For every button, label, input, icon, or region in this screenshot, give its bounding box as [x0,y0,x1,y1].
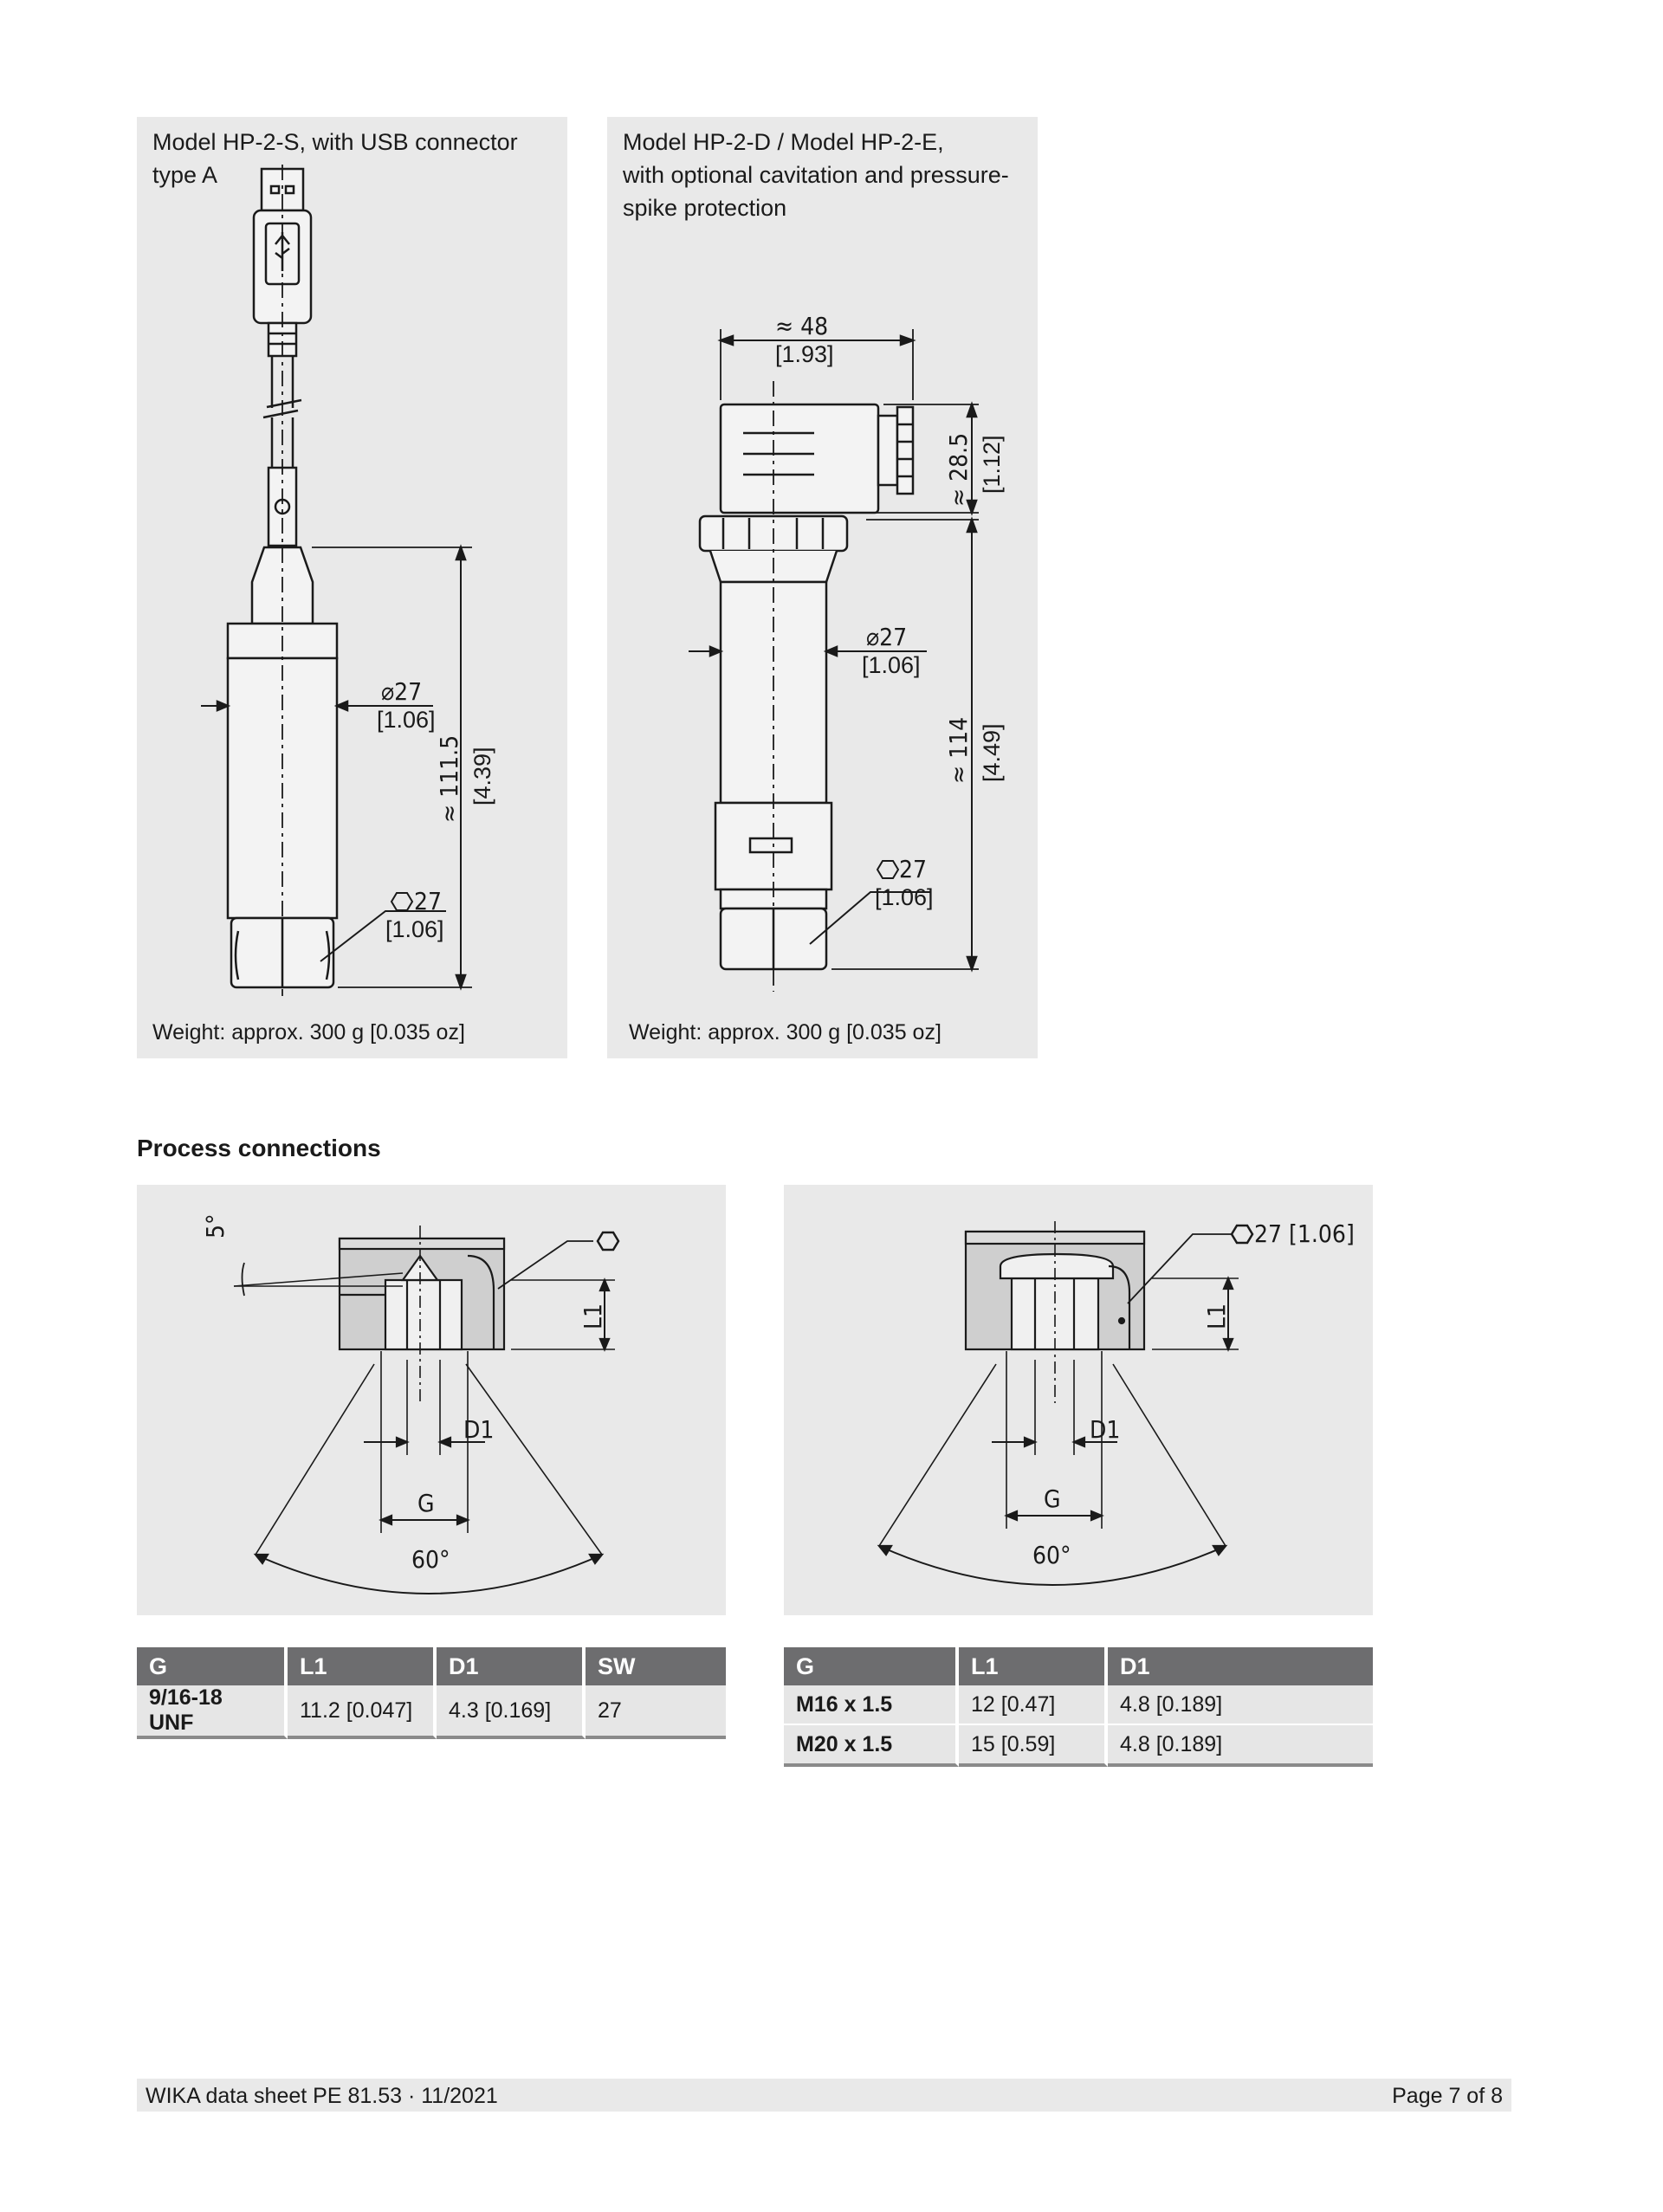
process-left-angle: 60° [411,1545,450,1574]
footer-page-number: Page 7 of 8 [1392,2084,1503,2108]
cell-g: 9/16-18 UNF [137,1685,288,1739]
process-left-g: G [417,1489,435,1517]
table-row [137,1685,726,1739]
cell-sw: 27 [586,1685,726,1739]
process-right-angle: 60° [1032,1541,1071,1569]
cell-l1: 15 [0.59] [959,1725,1108,1767]
hex-icon [1232,1226,1252,1243]
hp2d-plug-mm: ≈ 28.5 [944,432,973,507]
hp2s-dia-in: [1.06] [377,707,436,733]
process-left-angle-small: 5° [201,1213,230,1239]
hex-icon [598,1232,618,1250]
left-fitting [340,1239,504,1349]
cell-l1: 11.2 [0.047] [288,1685,437,1739]
process-left-l1: L1 [579,1303,607,1329]
cell-g: M20 x 1.5 [784,1725,959,1767]
hp2s-dia-mm: ⌀27 [381,677,423,706]
hp2d-caption-line1: Model HP-2-D / Model HP-2-E, [623,129,944,155]
hp2d-plug-in: [1.12] [979,435,1005,494]
cell-d1: 4.8 [0.189] [1108,1725,1373,1767]
col-header-l1: L1 [288,1647,437,1685]
cell-l1: 12 [0.47] [959,1685,1108,1725]
hp2d-width-mm: ≈ 48 [775,312,829,340]
hp2d-dia-in: [1.06] [862,652,921,678]
cell-d1: 4.8 [0.189] [1108,1685,1373,1725]
process-right-hex-label: 27 [1.06] [1254,1219,1355,1248]
table-header-row [784,1647,1373,1685]
section-title: Process connections [137,1135,381,1161]
process-left-d1: D1 [463,1415,495,1444]
hp2d-caption-line2: with optional cavitation and pressure- [623,162,1009,188]
hp2d-dia-mm: ⌀27 [866,623,908,651]
col-header-g: G [784,1647,959,1685]
hp2s-hex-in: [1.06] [385,916,444,942]
hp2d-hex-mm: 27 [899,855,928,883]
process-table-right [784,1647,1373,1767]
hp2s-weight: Weight: approx. 300 g [0.035 oz] [152,1020,465,1045]
table-row [784,1725,1373,1767]
process-right-g: G [1044,1484,1061,1513]
hp2d-weight: Weight: approx. 300 g [0.035 oz] [629,1020,942,1045]
hp2d-caption-line3: spike protection [623,195,787,221]
col-header-d1: D1 [437,1647,586,1685]
hp2d-len-mm: ≈ 114 [944,716,973,784]
col-header-sw: SW [586,1647,726,1685]
hp2d-width-in: [1.93] [775,341,834,367]
col-header-l1: L1 [959,1647,1108,1685]
hp2d-len-in: [4.49] [979,723,1005,782]
hp2s-hex-mm: 27 [414,887,443,915]
footer-doc-id: WIKA data sheet PE 81.53 · 11/2021 [146,2084,498,2108]
hp2s-len-mm: ≈ 111.5 [435,734,463,823]
col-header-g: G [137,1647,288,1685]
col-header-d1: D1 [1108,1647,1373,1685]
hp2s-len-in: [4.39] [469,747,495,805]
hp2s-caption-line1: Model HP-2-S, with USB connector [152,129,518,155]
page-footer [137,2079,1511,2112]
cell-g: M16 x 1.5 [784,1685,959,1725]
cell-d1: 4.3 [0.169] [437,1685,586,1739]
process-right-l1: L1 [1202,1303,1231,1329]
hp2s-caption-line2: type A [152,162,218,188]
process-right-d1: D1 [1090,1415,1121,1444]
process-table-left [137,1647,726,1739]
table-row [784,1685,1373,1725]
hp2d-hex-in: [1.06] [875,884,934,910]
table-header-row [137,1647,726,1685]
